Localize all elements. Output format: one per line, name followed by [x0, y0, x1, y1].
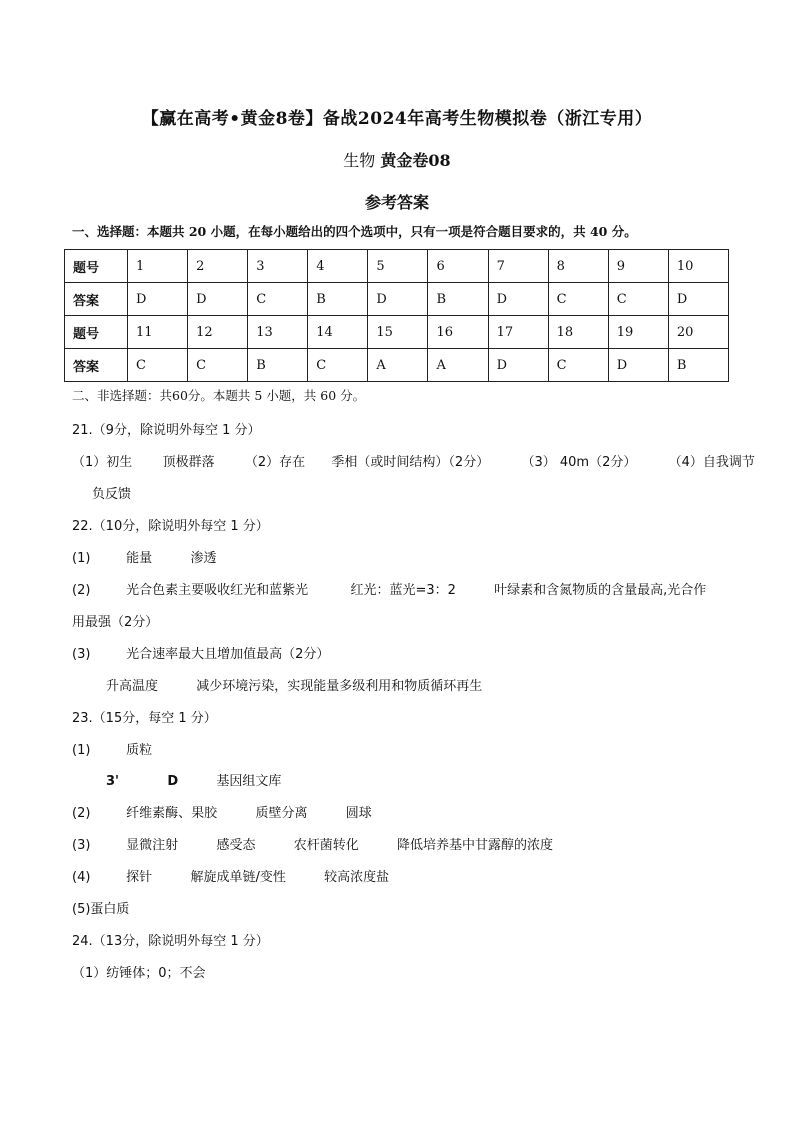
q21-header: 21.（9分，除说明外每空 1 分）	[72, 423, 261, 438]
document-subtitle	[0, 148, 794, 171]
q22-answer-2c: 叶绿素和含氮物质的含量最高,光合作	[494, 583, 707, 598]
question-number: 19	[608, 316, 668, 349]
q23-line3	[72, 802, 372, 821]
q23-answer-3a: 纤维素酶、果胶	[126, 806, 218, 821]
table-row	[65, 349, 729, 382]
row-header-answer: 答案	[65, 349, 128, 382]
q23-answer-2c: 基因组文库	[216, 774, 282, 789]
answer-cell: D	[188, 283, 248, 316]
q23-line1	[72, 739, 152, 758]
q24-header: 24.（13分，除说明外每空 1 分）	[72, 934, 269, 949]
question-number: 2	[188, 250, 248, 283]
question-number: 6	[428, 250, 488, 283]
q21-part4-continued: 负反馈	[92, 487, 132, 502]
answer-cell: C	[188, 349, 248, 382]
q23-label-1: (1)	[72, 743, 91, 758]
answer-cell: D	[488, 349, 548, 382]
question-number: 11	[128, 316, 188, 349]
question-number: 16	[428, 316, 488, 349]
q23-line5	[72, 866, 389, 885]
question-number: 9	[608, 250, 668, 283]
q22-answer-1b: 渗透	[190, 551, 217, 566]
question-number: 10	[668, 250, 728, 283]
q23-label-3: (3)	[72, 838, 91, 853]
answer-cell: D	[368, 283, 428, 316]
answer-cell: A	[428, 349, 488, 382]
q23-answer-5b: 解旋成单链/变性	[190, 870, 286, 885]
question-number: 13	[248, 316, 308, 349]
question-number: 4	[308, 250, 368, 283]
row-header-question: 题号	[65, 316, 128, 349]
answer-cell: B	[248, 349, 308, 382]
q22-header: 22.（10分，除说明外每空 1 分）	[72, 519, 269, 534]
q24-line1: （1）纺锤体；0；不会	[72, 966, 206, 981]
q23-label-2: (2)	[72, 806, 91, 821]
q22-answer-1a: 能量	[126, 551, 153, 566]
q22-line2-continued: 用最强（2分）	[72, 615, 159, 630]
question-number: 5	[368, 250, 428, 283]
q22-answer-2b: 红光：蓝光=3：2	[350, 583, 456, 598]
q23-answer-1a: 质粒	[126, 743, 153, 758]
document-title: 【赢在高考•黄金8卷】备战2024年高考生物模拟卷（浙江专用）	[141, 109, 653, 129]
question-number: 17	[488, 316, 548, 349]
q23-answer-4a: 显微注射	[126, 838, 179, 853]
answer-cell: B	[428, 283, 488, 316]
answer-cell: D	[128, 283, 188, 316]
question-number: 18	[548, 316, 608, 349]
q21-part2b: 季相（或时间结构）（2分）	[331, 455, 490, 470]
row-header-question: 题号	[65, 250, 128, 283]
q21-part1: （1）初生	[72, 455, 133, 470]
q23-answer-2a: 3'	[106, 774, 120, 789]
table-row	[65, 316, 729, 349]
q23-label-4: (4)	[72, 870, 91, 885]
q22-line4	[106, 675, 482, 694]
answer-cell: A	[368, 349, 428, 382]
answer-cell: C	[248, 283, 308, 316]
q23-answer-5a: 探针	[126, 870, 153, 885]
section1-title: 一、选择题：本题共 20 小题，在每小题给出的四个选项中，只有一项是符合题目要求的，共 40 分。	[72, 224, 637, 239]
q21-part2: （2）存在	[244, 455, 306, 470]
q21-part4: （4）自我调节	[668, 455, 755, 470]
q21-part3: （3） 40m（2分）	[521, 455, 637, 470]
answer-table	[64, 249, 729, 382]
answer-cell: C	[128, 349, 188, 382]
q22-line2	[72, 579, 706, 598]
q21-answer-line	[72, 451, 755, 470]
answer-cell: B	[308, 283, 368, 316]
question-number: 1	[128, 250, 188, 283]
row-header-answer: 答案	[65, 283, 128, 316]
answer-cell: C	[308, 349, 368, 382]
answer-cell: D	[668, 283, 728, 316]
q22-answer-3a: 光合速率最大且增加值最高（2分）	[126, 647, 330, 662]
answer-cell: C	[548, 349, 608, 382]
q23-answer-5c: 较高浓度盐	[324, 870, 390, 885]
subtitle-subject: 生物	[343, 151, 376, 170]
question-number: 8	[548, 250, 608, 283]
q23-line4	[72, 834, 553, 853]
q23-line6: (5)蛋白质	[72, 902, 130, 917]
subtitle-paper: 黄金卷08	[380, 151, 451, 170]
answer-cell: B	[668, 349, 728, 382]
q23-answer-4b: 感受态	[216, 838, 256, 853]
q23-answer-3b: 质壁分离	[255, 806, 308, 821]
question-number: 7	[488, 250, 548, 283]
answer-cell: C	[548, 283, 608, 316]
q21-part1b: 顶极群落	[162, 455, 215, 470]
answer-cell: C	[608, 283, 668, 316]
q22-line3	[72, 643, 329, 662]
answer-cell: D	[488, 283, 548, 316]
q22-label-2: (2)	[72, 583, 91, 598]
q22-label-1: (1)	[72, 551, 91, 566]
q23-answer-2b: D	[167, 774, 179, 789]
q23-answer-3c: 圆球	[345, 806, 372, 821]
question-number: 15	[368, 316, 428, 349]
q23-header: 23.（15分，每空 1 分）	[72, 711, 217, 726]
answer-cell: D	[608, 349, 668, 382]
question-number: 12	[188, 316, 248, 349]
q22-answer-2a: 光合色素主要吸收红光和蓝紫光	[126, 583, 309, 598]
q22-line1	[72, 547, 216, 566]
question-number: 3	[248, 250, 308, 283]
q23-answer-4d: 降低培养基中甘露醇的浓度	[397, 838, 554, 853]
section2-title: 二、非选择题：共60分。本题共 5 小题，共 60 分。	[72, 388, 366, 403]
answers-heading: 参考答案	[364, 193, 429, 212]
question-number: 20	[668, 316, 728, 349]
table-row	[65, 283, 729, 316]
q22-answer-4a: 升高温度	[106, 679, 159, 694]
q23-line2	[106, 770, 281, 789]
q23-answer-4c: 农杆菌转化	[293, 838, 359, 853]
q22-label-3: (3)	[72, 647, 91, 662]
table-row	[65, 250, 729, 283]
q22-answer-4b: 减少环境污染，实现能量多级利用和物质循环再生	[196, 679, 483, 694]
question-number: 14	[308, 316, 368, 349]
